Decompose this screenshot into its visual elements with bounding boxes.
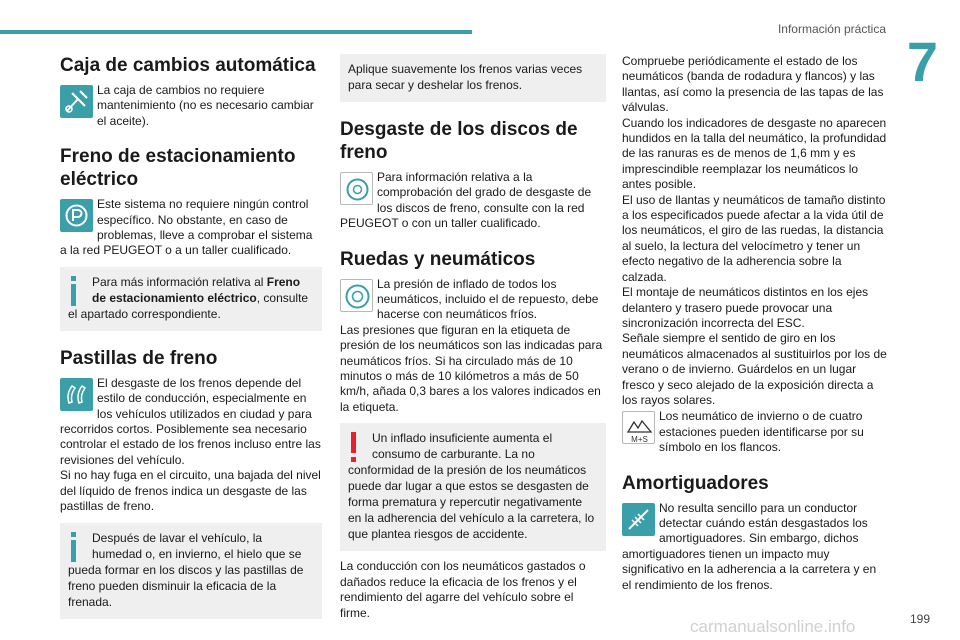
heading-brake-pads: Pastillas de freno — [60, 347, 218, 369]
text-brake-pads-a: El desgaste de los frenos depende del estilo de conducción, especialmente en los vehículos utilizados en ciudad y para recorridos cortos. Posiblemente sea necesario controlar el estado de los frenos incluso entre las revisiones del vehículo. — [60, 375, 321, 467]
text-automatic-gearbox: La caja de cambios no requiere mantenimiento (no es necesario cambiar el aceite). — [97, 83, 314, 128]
entry-brake-disc-wear — [340, 170, 606, 232]
text-shock-absorbers: No resulta sencillo para un conductor detectar cuándo están desgastados los amortiguadores. Sin embargo, dichos amortiguadores tienen un impacto muy significativo en la adherencia a la carretera y en el rendimiento de los frenos. — [622, 500, 877, 592]
info-text-bold: Freno de estacionamiento eléctrico — [92, 274, 301, 305]
text-tyre-storage: Señale siempre el sentido de giro en los neumáticos almacenados al sustituirlos por los de verano o de invierno. Guárdelos en un lugar fresco y seco alejado de la exposición directa a los rayos solares. — [622, 331, 887, 407]
text-wear-indicators: Cuando los indicadores de desgaste no aparecen hundidos en la talla del neumático, la profundidad de las ranuras es de menos de 1,6 mm y es imprescindible reemplazar los neumáticos lo antes posible. — [622, 115, 887, 192]
info-box-brake-humidity — [60, 523, 322, 619]
text-brake-pads-b: Si no hay fuga en el circuito, una bajada del nivel del líquido de frenos indica un desgaste de las pastillas de freno. — [60, 468, 321, 514]
text-worn-tyres: La conducción con los neumáticos gastados o dañados reduce la eficacia de los frenos y el rendimiento del agarre del vehículo sobre el firme. — [340, 559, 586, 620]
brake-pads-icon — [60, 378, 93, 411]
entry-brake-pads — [60, 376, 322, 515]
column-1 — [60, 54, 322, 627]
mountain-snowflake-icon — [622, 411, 655, 444]
entry-electric-parking-brake — [60, 197, 322, 259]
info-icon — [68, 532, 82, 562]
ms-label: M+S — [631, 435, 648, 445]
text-winter-tyres: Los neumático de invierno o de cuatro estaciones pueden identificarse por su símbolo en los flancos. — [659, 409, 864, 455]
warning-text-underinflation: Un inflado insuficiente aumenta el consumo de carburante. La no conformidad de la presión de los neumáticos puede dar lugar a que estos se desgasten de forma prematura y repercutir negativamente en la adherencia del vehículo a la carretera, lo que plantea riesgos de accidente. — [348, 431, 595, 542]
entry-winter-tyres — [622, 409, 888, 455]
info-text-pre: Para más información relativa al — [92, 274, 267, 289]
text-esc-sync: El montaje de neumáticos distintos en los ejes delantero y trasero puede provocar una sincronización incorrecta del ESC. — [622, 285, 869, 330]
brake-disc-icon — [340, 172, 373, 205]
info-text-post: , consulte el apartado correspondiente. — [68, 290, 309, 321]
entry-shock-absorbers — [622, 501, 888, 593]
shock-absorber-icon — [622, 503, 655, 536]
chapter-number: 7 — [906, 30, 938, 93]
entry-automatic-gearbox — [60, 83, 322, 129]
text-tyre-pressure-a: La presión de inflado de todos los neumáticos, incluido el de repuesto, debe hacerse con neumáticos fríos. — [377, 276, 599, 322]
text-rim-size: El uso de llantas y neumáticos de tamaño distinto a los especificados puede afectar a la vida útil de los neumáticos, el giro de las ruedas, la distancia al suelo, la lectura del velocímetro y tener un efecto negativo de la adherencia sobre la calzada. — [622, 192, 886, 284]
warning-box-underinflation — [340, 423, 606, 551]
entry-wheels-tyres — [340, 277, 606, 416]
text-tyre-check: Compruebe periódicamente el estado de los neumáticos (banda de rodadura y flancos) y las llantas, así como la presencia de las tapas de las válvulas. — [622, 54, 884, 115]
info-icon — [68, 276, 82, 306]
text-brake-disc-wear: Para información relativa a la comprobación del grado de desgaste de los discos de freno, consulte con la red PEUGEOT o con un taller cualificado. — [340, 170, 592, 231]
heading-shock-absorbers: Amortiguadores — [622, 472, 769, 494]
continued-box — [340, 54, 606, 102]
column-3 — [622, 54, 888, 597]
info-text-brake-humidity: Después de lavar el vehículo, la humedad o, en invierno, el hielo que se pueda formar en los discos y las pastillas de freno pueden disminuir la eficacia de la frenada. — [68, 530, 304, 609]
tyre-icon — [340, 279, 373, 312]
column-2 — [340, 54, 606, 621]
heading-electric-parking-brake: Freno de estacionamiento eléctrico — [60, 146, 296, 191]
header-accent-bar — [0, 30, 472, 34]
continued-box-text: Aplique suavemente los frenos varias veces para secar y deshelar los frenos. — [348, 62, 583, 92]
heading-brake-disc-wear: Desgaste de los discos de freno — [340, 119, 578, 163]
warning-icon — [348, 432, 362, 462]
heading-wheels-tyres: Ruedas y neumáticos — [340, 248, 536, 270]
gearbox-service-icon — [60, 85, 93, 118]
info-box-parking-brake — [60, 267, 322, 331]
section-label: Información práctica — [777, 22, 886, 36]
text-tyre-pressure-b: Las presiones que figuran en la etiqueta de presión de los neumáticos son las indicadas para neumáticos fríos. Si ha circulado más de 10 minutos o más de 10 kilómetros a más de 50 km/h, añada 0,3 bares a los valores indicados en la etiqueta. — [340, 322, 603, 414]
parking-brake-icon — [60, 199, 93, 232]
heading-automatic-gearbox: Caja de cambios automática — [60, 55, 316, 76]
page-number: 199 — [909, 612, 930, 626]
text-electric-parking-brake: Este sistema no requiere ningún control específico. No obstante, en caso de problemas, lleve a comprobar el sistema a la red PEUGEOT o a un taller cualificado. — [60, 197, 313, 258]
watermark: carmanualsonline.info — [690, 617, 856, 636]
